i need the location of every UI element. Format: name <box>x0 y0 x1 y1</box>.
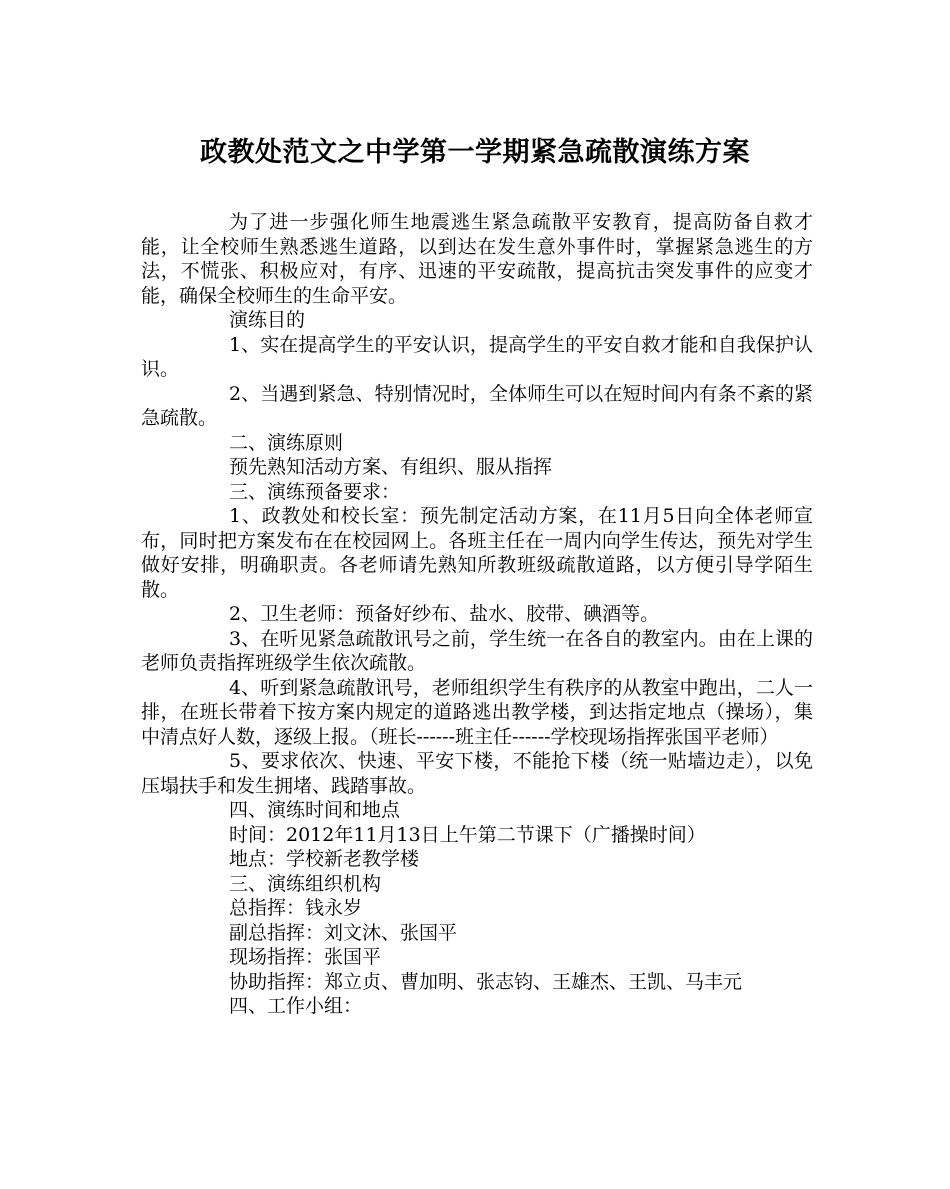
intro-paragraph: 为了进一步强化师生地震逃生紧急疏散平安教育，提高防备自救才能，让全校师生熟悉逃生道路，以到达在发生意外事件时，掌握紧急逃生的方法，不慌张、积极应对，有序、迅速的平安疏散，提高抗击突发事件的应变才能，确保全校师生的生命平安。 <box>141 211 813 307</box>
purpose-item-2: 2、当遇到紧急、特别情况时，全体师生可以在短时间内有条不紊的紧急疏散。 <box>141 382 813 429</box>
document-title: 政教处范文之中学第一学期紧急疏散演练方案 <box>200 137 750 168</box>
principles-text: 预先熟知活动方案、有组织、服从指挥 <box>229 456 553 478</box>
time-text: 时间：2012年11月13日上午第二节课下（广播操时间） <box>229 823 706 846</box>
assistant-commanders: 协助指挥：郑立贞、曹加明、张志钧、王雄杰、王凯、马丰元 <box>229 970 743 993</box>
document-body <box>141 210 813 1019</box>
place-text: 地点：学校新老教学楼 <box>229 848 420 870</box>
requirement-item-5: 5、要求依次、快速、平安下楼，不能抢下楼（统一贴墙边走），以免压塌扶手和发生拥堵、践踏事故。 <box>141 750 813 797</box>
deputy-commander: 副总指挥：刘文沐、张国平 <box>229 921 458 944</box>
section-heading-time-place: 四、演练时间和地点 <box>229 799 401 821</box>
requirement-item-1: 1、政教处和校长室：预先制定活动方案，在11月5日向全体老师宣布，同时把方案发布在在校园网上。各班主任在一周内向学生传达，预先对学生做好安排，明确职责。各老师请先熟知所教班级疏散道路，以方便引导学陌生散。 <box>141 505 813 601</box>
section-heading-purpose: 演练目的 <box>229 309 306 331</box>
requirement-item-3: 3、在听见紧急疏散讯号之前，学生统一在各自的教室内。由在上课的老师负责指挥班级学生依次疏散。 <box>141 627 813 674</box>
section-heading-principles: 二、演练原则 <box>229 431 344 454</box>
section-heading-working-group: 四、工作小组： <box>229 995 363 1017</box>
requirement-item-4: 4、听到紧急疏散讯号，老师组织学生有秩序的从教室中跑出，二人一排，在班长带着下按方案内规定的道路逃出教学楼，到达指定地点（操场），集中清点好人数，逐级上报。（班长------班主任------学校现场指挥张国平老师） <box>141 676 813 748</box>
purpose-item-1: 1、实在提高学生的平安认识，提高学生的平安自救才能和自我保护认识。 <box>141 333 813 380</box>
section-heading-organization: 三、演练组织机构 <box>229 872 382 895</box>
chief-commander: 总指挥：钱永岁 <box>229 897 363 919</box>
requirement-item-2: 2、卫生老师：预备好纱布、盐水、胶带、碘酒等。 <box>229 603 660 625</box>
section-heading-requirements: 三、演练预备要求： <box>229 480 401 503</box>
field-commander: 现场指挥：张国平 <box>229 946 382 968</box>
